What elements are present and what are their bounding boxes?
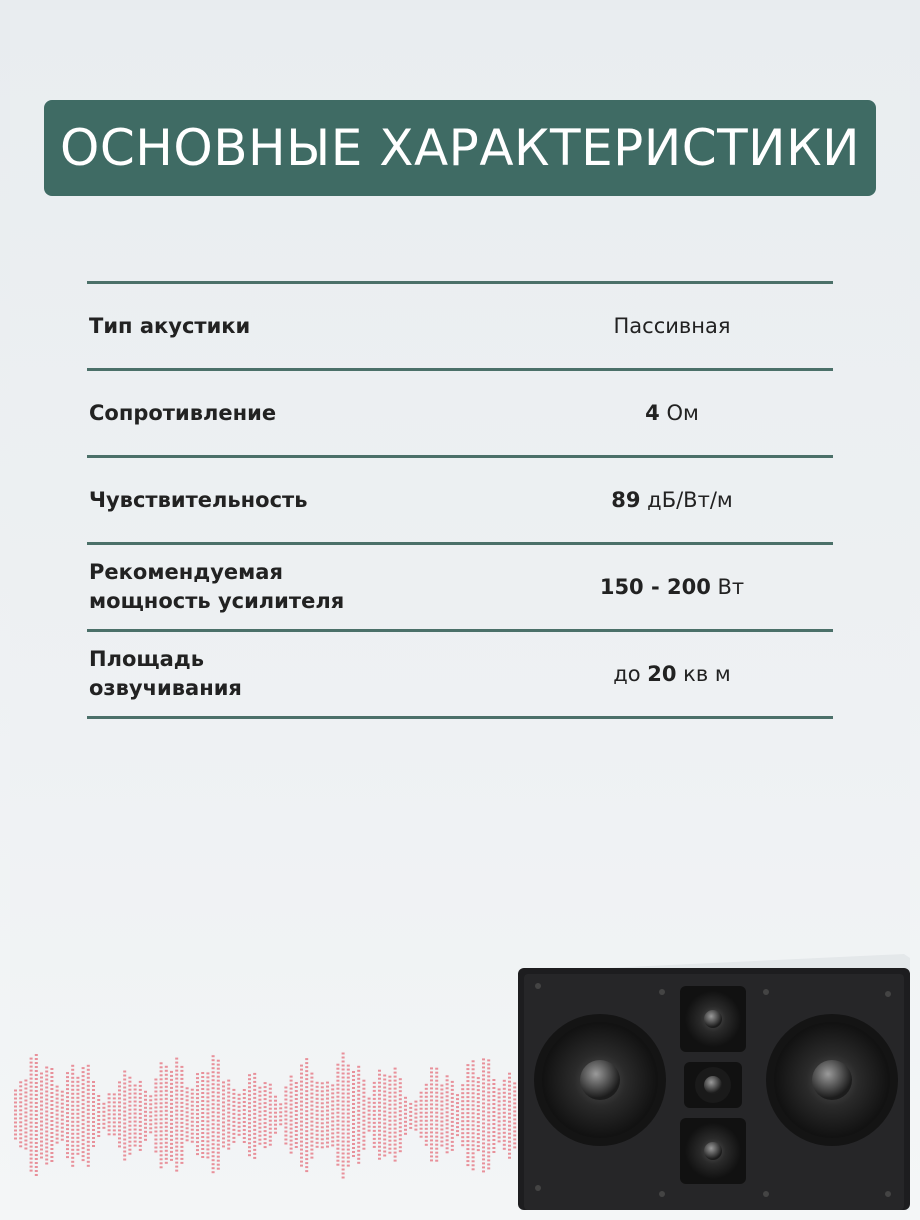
divider: [87, 716, 833, 719]
spec-label: Рекомендуемая мощность усилителя: [89, 560, 345, 613]
spec-value: до 20 кв м: [613, 662, 731, 686]
spec-row-area: [87, 632, 833, 716]
spec-value: 89 дБ/Вт/м: [611, 488, 733, 512]
spec-value: 150 - 200 Вт: [599, 575, 745, 599]
speaker-icon: [514, 950, 910, 1210]
sound-wave-icon: [10, 1050, 530, 1180]
title-banner: [44, 100, 876, 196]
spec-label: Сопротивление: [89, 400, 277, 425]
spec-value: Пассивная: [613, 314, 731, 338]
spec-label: Площадь озвучивания: [89, 647, 242, 700]
spec-row-sensitivity: [87, 458, 833, 542]
spec-label: Тип акустики: [89, 313, 251, 338]
spec-row-type: [87, 284, 833, 368]
spec-label: Чувствительность: [89, 487, 308, 512]
spec-row-impedance: [87, 371, 833, 455]
spec-value: 4 Ом: [645, 401, 699, 425]
spec-table: [87, 281, 833, 719]
page-title: ОСНОВНЫЕ ХАРАКТЕРИСТИКИ: [60, 119, 860, 177]
spec-row-amp-power: [87, 545, 833, 629]
